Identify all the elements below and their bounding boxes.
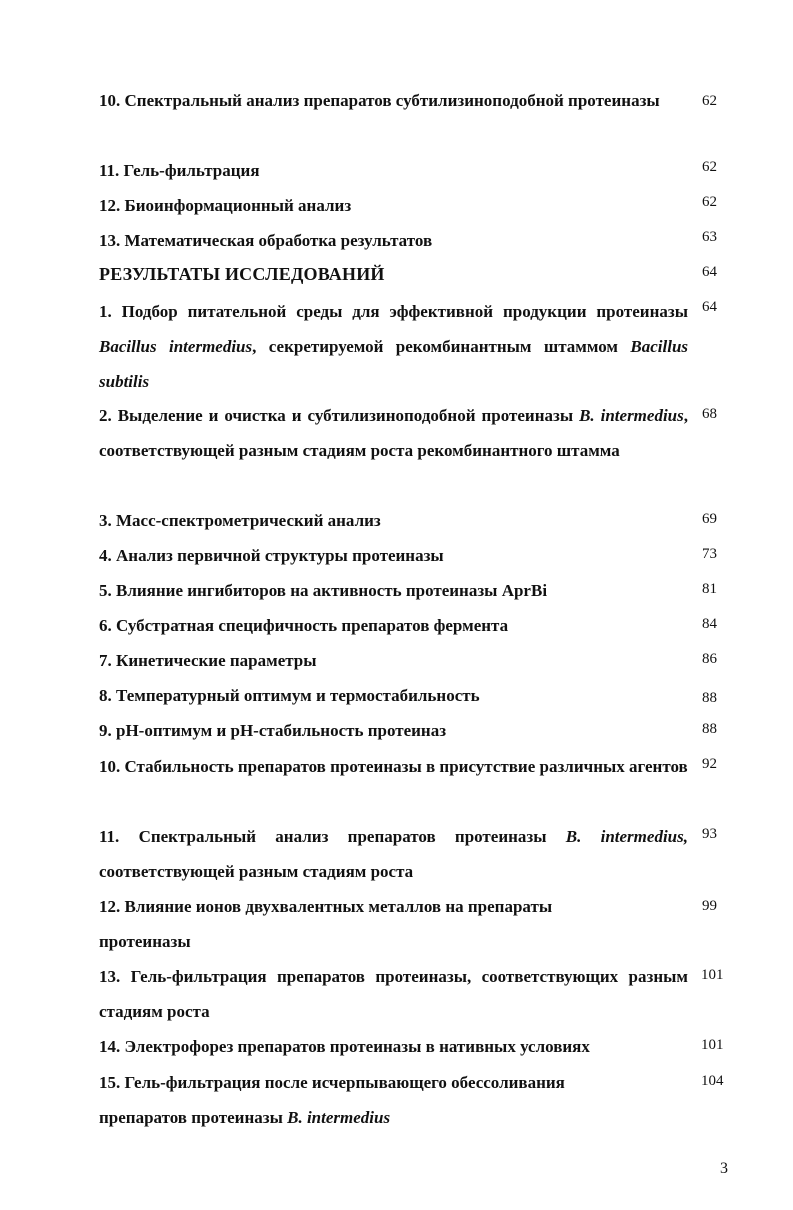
toc-entry-page: 64 <box>702 264 717 280</box>
toc-entry-page: 92 <box>702 756 717 772</box>
toc-entry-page: 62 <box>702 159 717 175</box>
toc-entry-page: 101 <box>701 1037 724 1053</box>
toc-entry-title: 5. Влияние ингибиторов на активность протеиназы AprBi <box>99 581 548 600</box>
toc-entry-page: 84 <box>702 616 717 632</box>
toc-entry-page: 99 <box>702 898 717 914</box>
toc-entry-page: 62 <box>702 93 717 109</box>
toc-entry-title: 7. Кинетические параметры <box>99 651 317 670</box>
toc-entry-page: 104 <box>701 1073 724 1089</box>
toc-entry-title: 10. Спектральный анализ препаратов субтилизиноподобной протеиназы <box>99 91 660 110</box>
toc-entry-title: 8. Температурный оптимум и термостабильность <box>99 686 480 705</box>
toc-entry-page: 69 <box>702 511 717 527</box>
toc-entry-title: 1. Подбор питательной среды для эффективной продукции протеиназы Bacillus intermedius, секретируемой рекомбинантным штаммом Bacillus subtilis <box>99 302 689 391</box>
toc-entry-page: 64 <box>702 299 717 315</box>
toc-entry-page: 68 <box>702 406 717 422</box>
toc-entry-title: 11. Гель-фильтрация <box>99 161 260 180</box>
page-number: 3 <box>720 1160 728 1177</box>
toc-entry-page: 88 <box>702 690 717 706</box>
toc-entry-title: 9. рН-оптимум и рН-стабильность протеиназ <box>99 721 447 740</box>
section-heading: РЕЗУЛЬТАТЫ ИССЛЕДОВАНИЙ <box>99 264 385 284</box>
toc-entry-title: 6. Субстратная специфичность препаратов фермента <box>99 616 509 635</box>
toc-entry-title: 3. Масс-спектрометрический анализ <box>99 511 381 530</box>
toc-entry-page: 101 <box>701 967 724 983</box>
toc-entry-title: 14. Электрофорез препаратов протеиназы в нативных условиях <box>99 1037 590 1056</box>
toc-entry-title: 4. Анализ первичной структуры протеиназы <box>99 546 444 565</box>
toc-entry-title: 13. Математическая обработка результатов <box>99 231 433 250</box>
toc-entry-title: 15. Гель-фильтрация после исчерпывающего обессоливания препаратов протеиназы B. intermedius <box>99 1073 565 1127</box>
toc-entry-title: 12. Биоинформационный анализ <box>99 196 352 215</box>
toc-entry-page: 93 <box>702 826 717 842</box>
toc-entry-title: 10. Стабильность препаратов протеиназы в присутствие различных агентов <box>99 757 688 776</box>
toc-entry-title: 13. Гель-фильтрация препаратов протеиназы, соответствующих разным стадиям роста <box>99 967 688 1021</box>
toc-entry-title: 2. Выделение и очистка и субтилизиноподобной протеиназы B. intermedius, соответствующей разным стадиям роста рекомбинантного штамма <box>99 406 688 460</box>
toc-entry-page: 63 <box>702 229 717 245</box>
toc-entry-title: 12. Влияние ионов двухвалентных металлов на препараты протеиназы <box>99 897 553 951</box>
toc-entry-page: 81 <box>702 581 717 597</box>
toc-entry-page: 88 <box>702 721 717 737</box>
toc-entry-page: 86 <box>702 651 717 667</box>
toc-entry-page: 62 <box>702 194 717 210</box>
toc-entry-page: 73 <box>702 546 717 562</box>
toc-entry-title: 11. Спектральный анализ препаратов протеиназы B. intermedius, соответствующей разным стадиям роста <box>99 827 688 881</box>
